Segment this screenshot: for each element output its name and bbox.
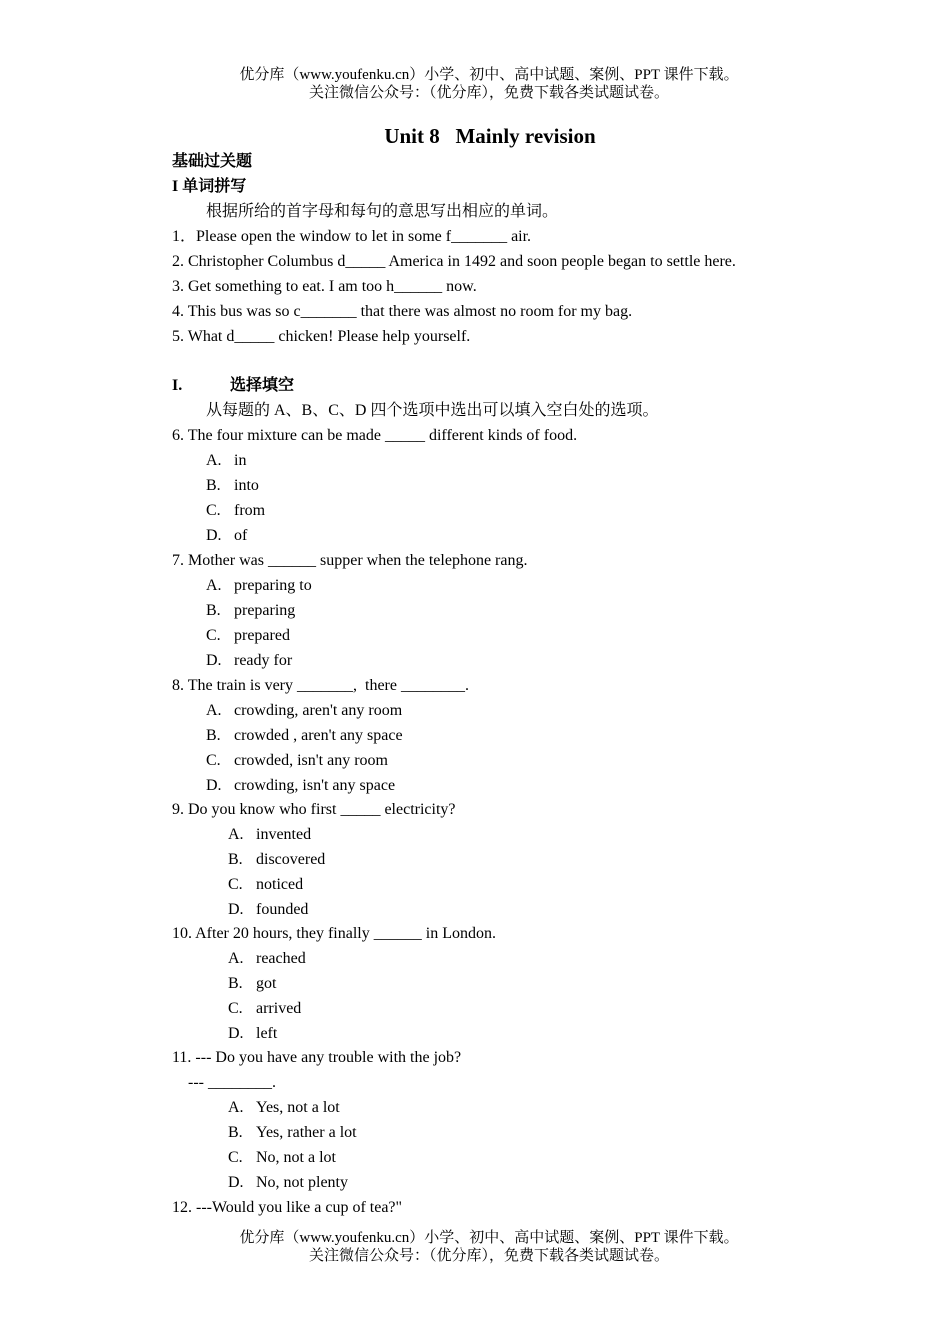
option-letter: B.	[206, 602, 221, 619]
option-letter: C.	[206, 752, 221, 769]
option-text: into	[234, 477, 259, 494]
question-12-stem: 12. ---Would you like a cup of tea?"	[172, 1199, 403, 1216]
option-text: founded	[256, 901, 309, 918]
option-letter: B.	[206, 727, 221, 744]
option-letter: C.	[206, 627, 221, 644]
part2-numeral: I.	[172, 377, 183, 394]
option-text: crowded , aren't any space	[234, 727, 403, 744]
option-letter: D.	[206, 777, 222, 794]
footer-line-1: 优分库（www.youfenku.cn）小学、初中、高中试题、案例、PPT 课件下载。	[239, 1230, 739, 1246]
option-text: No, not a lot	[256, 1149, 336, 1166]
option-text: in	[234, 452, 247, 469]
option-letter: D.	[228, 1174, 244, 1191]
option-letter: A.	[228, 826, 244, 843]
question-2: 2. Christopher Columbus d_____ America in 1492 and soon people began to settle here.	[172, 253, 736, 270]
question-5: 5. What d_____ chicken! Please help yourself.	[172, 328, 471, 345]
option-letter: B.	[206, 477, 221, 494]
option-letter: B.	[228, 975, 243, 992]
option-text: discovered	[256, 851, 326, 868]
option-letter: A.	[206, 577, 222, 594]
question-7-stem: 7. Mother was ______ supper when the telephone rang.	[172, 552, 528, 569]
option-text: from	[234, 502, 266, 519]
part1-instruction: 根据所给的首字母和每句的意思写出相应的单词。	[206, 203, 559, 220]
question-8-stem: 8. The train is very _______, there ________.	[172, 677, 469, 694]
question-10-stem: 10. After 20 hours, they finally ______ in London.	[172, 925, 496, 942]
option-text: No, not plenty	[256, 1174, 348, 1191]
question-6-stem: 6. The four mixture can be made _____ different kinds of food.	[172, 427, 578, 444]
option-text: noticed	[256, 876, 304, 893]
option-text: Yes, not a lot	[256, 1099, 340, 1116]
section-heading: 基础过关题	[172, 153, 253, 170]
option-text: Yes, rather a lot	[256, 1124, 357, 1141]
option-text: invented	[256, 826, 312, 843]
option-letter: A.	[206, 452, 222, 469]
option-letter: D.	[206, 527, 222, 544]
option-text: left	[256, 1025, 278, 1042]
option-text: crowded, isn't any room	[234, 752, 388, 769]
option-text: preparing	[234, 602, 296, 619]
question-11-response: --- ________.	[188, 1074, 276, 1091]
option-letter: A.	[206, 702, 222, 719]
header-line-1: 优分库（www.youfenku.cn）小学、初中、高中试题、案例、PPT 课件下载。	[239, 67, 739, 83]
question-1: 1．Please open the window to let in some f_______ air.	[172, 228, 532, 245]
question-11-stem: 11. --- Do you have any trouble with the job?	[172, 1049, 462, 1066]
option-letter: C.	[228, 1000, 243, 1017]
option-letter: D.	[228, 901, 244, 918]
option-text: crowding, isn't any space	[234, 777, 396, 794]
option-letter: C.	[206, 502, 221, 519]
option-text: got	[256, 975, 277, 992]
option-letter: C.	[228, 1149, 243, 1166]
option-text: crowding, aren't any room	[234, 702, 403, 719]
question-4: 4. This bus was so c_______ that there was almost no room for my bag.	[172, 303, 633, 320]
option-text: prepared	[234, 627, 290, 644]
option-letter: A.	[228, 1099, 244, 1116]
header-line-2: 关注微信公众号：（优分库），免费下载各类试题试卷。	[308, 85, 669, 101]
page-footer	[0, 1229, 950, 1265]
option-letter: C.	[228, 876, 243, 893]
option-letter: B.	[228, 851, 243, 868]
option-letter: D.	[228, 1025, 244, 1042]
option-letter: B.	[228, 1124, 243, 1141]
option-letter: D.	[206, 652, 222, 669]
part2-heading: 选择填空	[230, 377, 295, 394]
option-text: ready for	[234, 652, 293, 669]
question-3: 3. Get something to eat. I am too h______ now.	[172, 278, 477, 295]
page-header	[0, 66, 950, 102]
option-letter: A.	[228, 950, 244, 967]
part2-instruction: 从每题的 A、B、C、D 四个选项中选出可以填入空白处的选项。	[206, 402, 659, 419]
option-text: arrived	[256, 1000, 302, 1017]
footer-line-2: 关注微信公众号：（优分库），免费下载各类试题试卷。	[308, 1248, 669, 1264]
part1-heading: I 单词拼写	[172, 178, 247, 195]
option-text: of	[234, 527, 248, 544]
question-9-stem: 9. Do you know who first _____ electricity?	[172, 801, 456, 818]
option-text: preparing to	[234, 577, 312, 594]
option-text: reached	[256, 950, 306, 967]
document-title: Unit 8 Mainly revision	[384, 124, 596, 148]
